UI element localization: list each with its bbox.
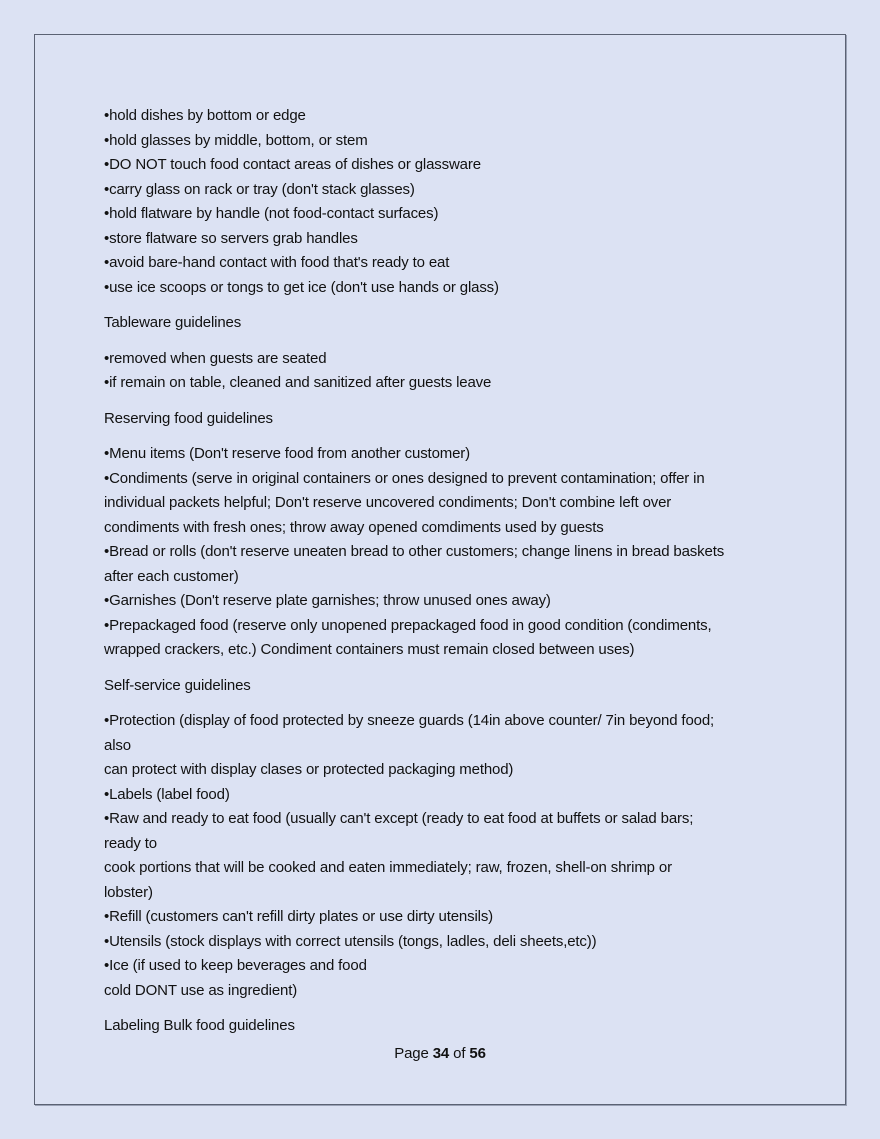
of-label: of: [453, 1045, 466, 1062]
section-self-service: [104, 674, 794, 1004]
bullet-line: •removed when guests are seated: [104, 349, 327, 367]
section-labeling-bulk-food: [104, 1014, 794, 1039]
section-heading: Reserving food guidelines: [104, 409, 273, 427]
bullet-line: •Condiments (serve in original containers or ones designed to prevent contamination; offer in: [104, 469, 705, 487]
text-line: cold DONT use as ingredient): [104, 981, 298, 999]
bullet-line: •Refill (customers can't refill dirty plates or use dirty utensils): [104, 908, 494, 925]
bullet-line: •Garnishes (Don't reserve plate garnishes; throw unused ones away): [104, 592, 551, 609]
text-line: can protect with display clases or protected packaging method): [104, 761, 514, 778]
section-heading: Labeling Bulk food guidelines: [104, 1017, 295, 1034]
bullet-line: •Labels (label food): [104, 785, 230, 803]
total-pages-number: 56: [469, 1045, 486, 1062]
bullet-line: •carry glass on rack or tray (don't stack glasses): [104, 180, 415, 198]
bullet-line: •Ice (if used to keep beverages and food: [104, 957, 367, 974]
section-heading: Self-service guidelines: [104, 676, 251, 694]
bullet-line: •use ice scoops or tongs to get ice (don't use hands or glass): [104, 278, 499, 296]
bullet-line: •hold flatware by handle (not food-contact surfaces): [104, 205, 439, 222]
page-footer: [35, 1045, 845, 1062]
bullet-line: •Prepackaged food (reserve only unopened prepackaged food in good condition (condiments,: [104, 616, 712, 634]
page-content: [104, 104, 794, 1050]
text-line: after each customer): [104, 567, 239, 585]
bullet-line: •Utensils (stock displays with correct utensils (tongs, ladles, deli sheets,etc)): [104, 932, 597, 950]
text-line: individual packets helpful; Don't reserve uncovered condiments; Don't combine left over: [104, 494, 672, 511]
text-line: also: [104, 736, 131, 754]
bullet-line: •Bread or rolls (don't reserve uneaten bread to other customers; change linens in bread baskets: [104, 543, 725, 560]
bullet-line: •hold dishes by bottom or edge: [104, 107, 306, 124]
text-line: cook portions that will be cooked and eaten immediately; raw, frozen, shell-on shrimp or: [104, 859, 672, 876]
document-page: [34, 34, 846, 1105]
bullet-line: •DO NOT touch food contact areas of dishes or glassware: [104, 156, 481, 173]
text-line: wrapped crackers, etc.) Condiment containers must remain closed between uses): [104, 641, 635, 658]
page-label: Page: [394, 1045, 429, 1062]
text-line: ready to: [104, 834, 157, 852]
bullet-line: •avoid bare-hand contact with food that's ready to eat: [104, 254, 450, 271]
current-page-number: 34: [432, 1045, 450, 1062]
section-handling: [104, 104, 794, 300]
bullet-line: •hold glasses by middle, bottom, or stem: [104, 131, 368, 149]
bullet-line: •Menu items (Don't reserve food from another customer): [104, 445, 470, 462]
bullet-line: •Protection (display of food protected by sneeze guards (14in above counter/ 7in beyond food;: [104, 712, 715, 729]
section-tableware: [104, 311, 794, 396]
section-heading: Tableware guidelines: [104, 314, 242, 331]
section-reserving-food: [104, 407, 794, 663]
bullet-line: •Raw and ready to eat food (usually can't except (ready to eat food at buffets or salad bars;: [104, 810, 694, 827]
bullet-line: •store flatware so servers grab handles: [104, 229, 358, 247]
text-line: condiments with fresh ones; throw away opened comdiments used by guests: [104, 518, 604, 536]
text-line: lobster): [104, 883, 153, 901]
bullet-line: •if remain on table, cleaned and sanitized after guests leave: [104, 374, 492, 391]
